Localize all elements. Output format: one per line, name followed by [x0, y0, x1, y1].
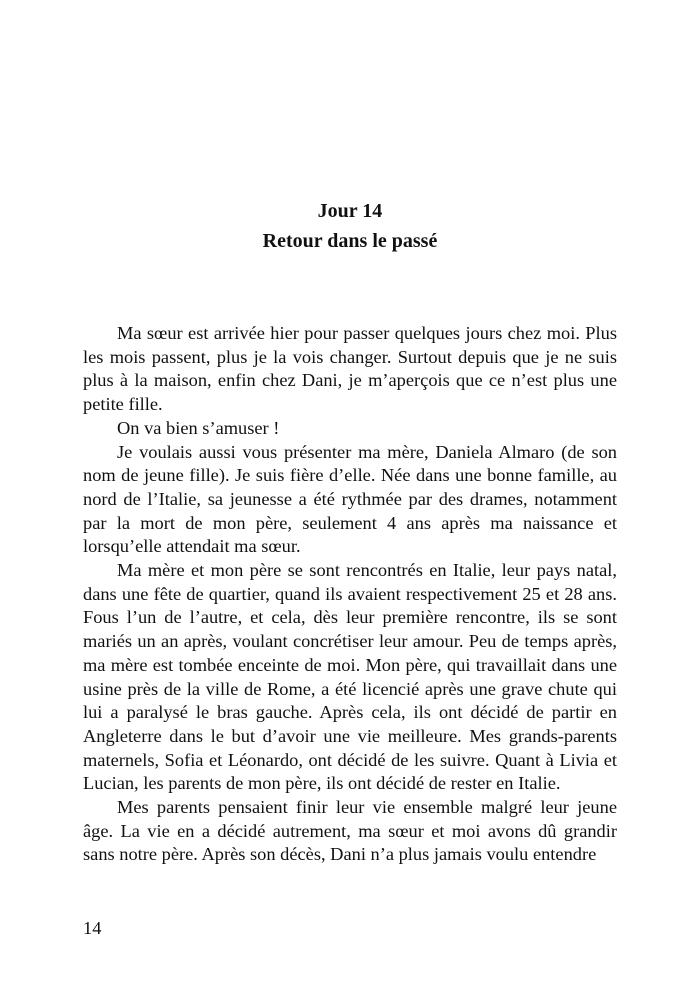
- page-number: 14: [83, 918, 102, 938]
- chapter-number: Jour 14: [317, 200, 383, 222]
- paragraph: On va bien s’amuser !: [117, 417, 280, 438]
- body-text: [83, 322, 617, 867]
- chapter-title: Retour dans le passé: [262, 230, 438, 252]
- paragraph: Mes parents pensaient finir leur vie ensemble malgré leur jeune âge. La vie en a décidé autrement, ma sœur et moi avons dû grandir sans notre père. Après son décès, Dani n’a plus jamais voulu entendre: [83, 797, 617, 865]
- paragraph: Ma sœur est arrivée hier pour passer quelques jours chez moi. Plus les mois passent, plus je la vois changer. Surtout depuis que je ne suis plus à la maison, enfin chez Dani, je m’aperçois que ce n’est plus une petite fille.: [83, 323, 617, 415]
- chapter-heading: [0, 196, 700, 256]
- paragraph: Ma mère et mon père se sont rencontrés en Italie, leur pays natal, dans une fête de quartier, quand ils avaient respectivement 25 et 28 ans. Fous l’un de l’autre, et cela, dès leur première rencontre, ils se sont mariés un an après, voulant concrétiser leur amour. Peu de temps après, ma mère est tombée enceinte de moi. Mon père, qui travaillait dans une usine près de la ville de Rome, a été licencié après une grave chute qui lui a paralysé le bras gauche. Après cela, ils ont décidé de partir en Angleterre dans le but d’avoir une vie meilleure. Mes grands-parents maternels, Sofia et Léonardo, ont décidé de les suivre. Quant à Livia et Lucian, les parents de mon père, ils ont décidé de rester en Italie.: [83, 560, 617, 794]
- paragraph: Je voulais aussi vous présenter ma mère, Daniela Almaro (de son nom de jeune fille). Je suis fière d’elle. Née dans une bonne famille, au nord de l’Italie, sa jeunesse a été rythmée par des drames, notamment par la mort de mon père, seulement 4 ans après ma naissance et lorsqu’elle attendait ma sœur.: [83, 441, 617, 557]
